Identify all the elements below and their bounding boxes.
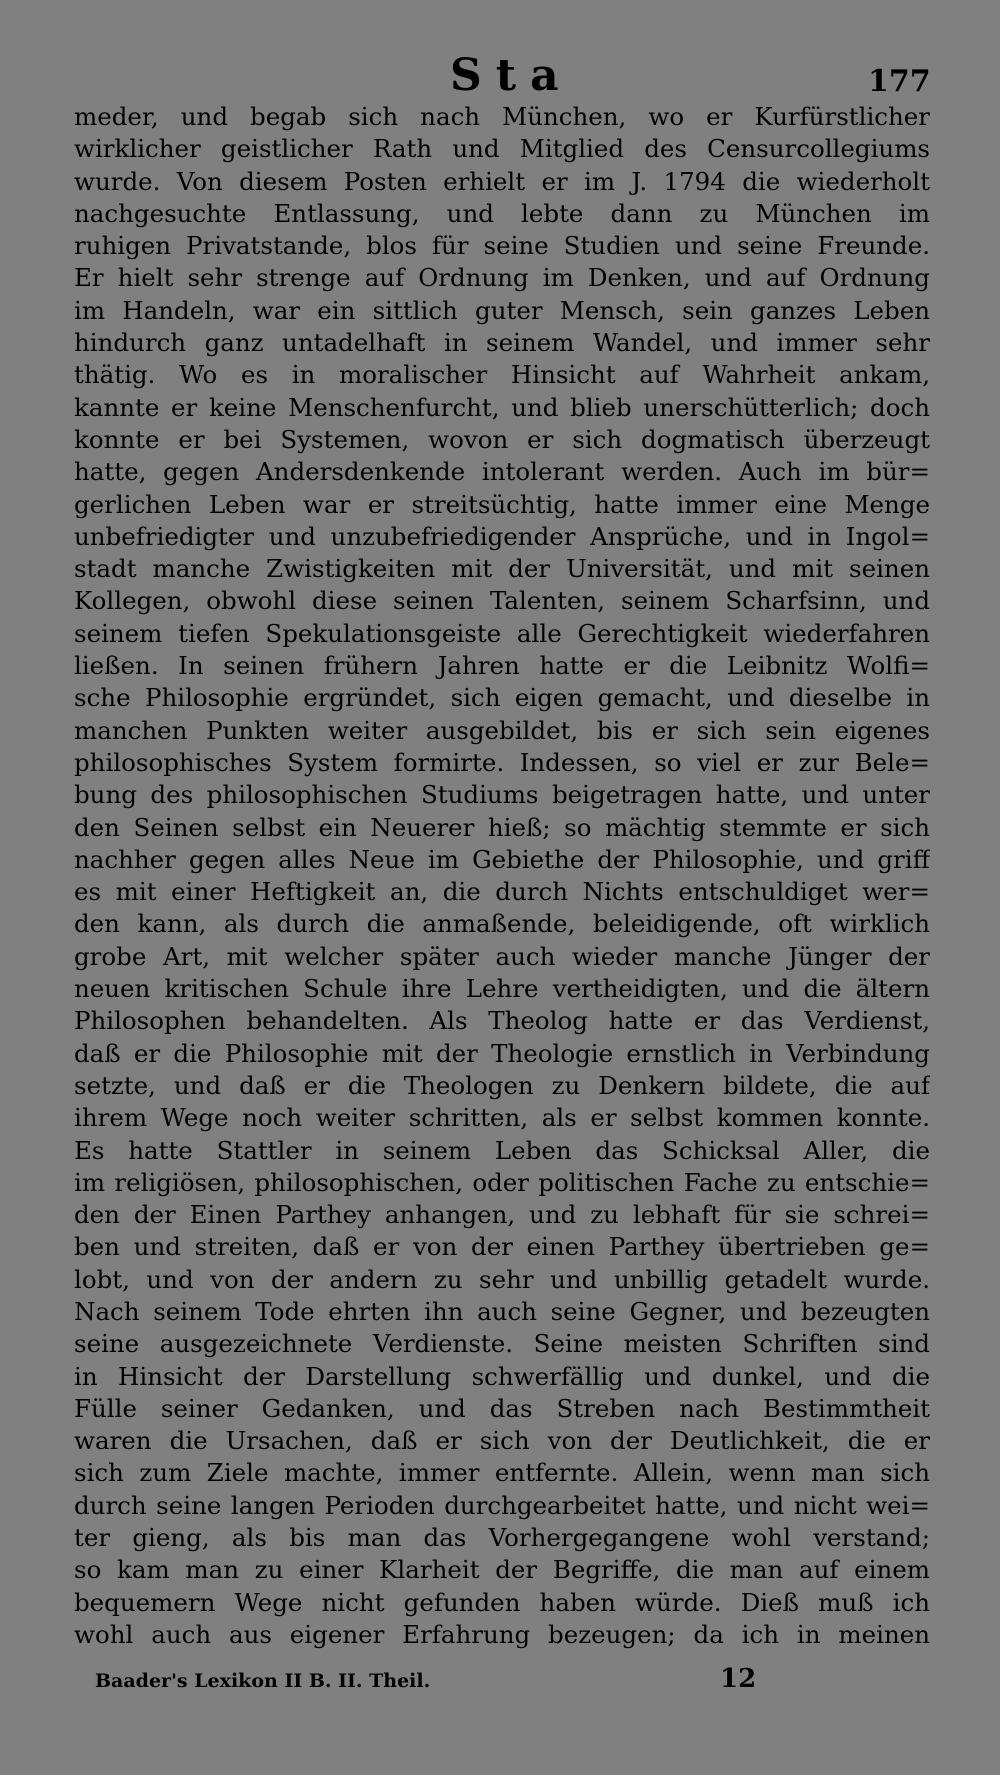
text-line: Kollegen, obwohl diese seinen Talenten, seinem Scharfsinn, und [74, 586, 930, 616]
text-line: hatte, gegen Andersdenkende intolerant werden. Auch im bür= [74, 457, 930, 487]
running-head: Sta [450, 50, 573, 101]
text-line: gerlichen Leben war er streitsüchtig, hatte immer eine Menge [74, 489, 930, 519]
text-line: ben und streiten, daß er von der einen Parthey übertrieben ge= [74, 1232, 930, 1262]
text-line: Es hatte Stattler in seinem Leben das Schicksal Aller, die [74, 1135, 930, 1165]
body-text [74, 101, 930, 1651]
text-line: wirklicher geistlicher Rath und Mitglied des Censurcollegiums [74, 134, 930, 164]
text-line: seinem tiefen Spekulationsgeiste alle Gerechtigkeit wiederfahren [74, 618, 930, 648]
text-line: ließen. In seinen frühern Jahren hatte er die Leibnitz Wolfi= [74, 651, 930, 681]
text-line: wohl auch aus eigener Erfahrung bezeugen; da ich in meinen [74, 1619, 930, 1649]
text-line: den kann, als durch die anmaßende, beleidigende, oft wirklich [74, 909, 930, 939]
text-line: ter gieng, als bis man das Vorhergegangene wohl verstand; [74, 1523, 930, 1553]
text-line: manchen Punkten weiter ausgebildet, bis er sich sein eigenes [74, 715, 930, 745]
text-line: Fülle seiner Gedanken, und das Streben nach Bestimmtheit [74, 1393, 930, 1423]
text-line: durch seine langen Perioden durchgearbeitet hatte, und nicht wei= [74, 1490, 930, 1520]
text-line: stadt manche Zwistigkeiten mit der Universität, und mit seinen [74, 554, 930, 584]
text-line: konnte er bei Systemen, wovon er sich dogmatisch überzeugt [74, 424, 930, 454]
text-line: Er hielt sehr strenge auf Ordnung im Denken, und auf Ordnung [74, 263, 930, 293]
text-line: bequemern Wege nicht gefunden haben würde. Dieß muß ich [74, 1587, 930, 1617]
text-line: thätig. Wo es in moralischer Hinsicht auf Wahrheit ankam, [74, 360, 930, 390]
text-line: so kam man zu einer Klarheit der Begriffe, die man auf einem [74, 1555, 930, 1585]
text-line: ihrem Wege noch weiter schritten, als er selbst kommen konnte. [74, 1103, 930, 1133]
footer-book-reference: Baader's Lexikon II B. II. Theil. [95, 1670, 431, 1692]
text-line: grobe Art, mit welcher später auch wieder manche Jünger der [74, 941, 930, 971]
text-line: in Hinsicht der Darstellung schwerfällig und dunkel, und die [74, 1361, 930, 1391]
text-line: im Handeln, war ein sittlich guter Mensch, sein ganzes Leben [74, 295, 930, 325]
text-line: meder, und begab sich nach München, wo er Kurfürstlicher [74, 102, 930, 131]
text-line: sche Philosophie ergründet, sich eigen gemacht, und dieselbe in [74, 683, 930, 713]
text-line: nachgesuchte Entlassung, und lebte dann zu München im [74, 198, 930, 228]
text-line: waren die Ursachen, daß er sich von der Deutlichkeit, die er [74, 1426, 930, 1456]
text-line: seine ausgezeichnete Verdienste. Seine meisten Schriften sind [74, 1329, 930, 1359]
text-line: nachher gegen alles Neue im Gebiethe der Philosophie, und griff [74, 844, 930, 874]
text-line: lobt, und von der andern zu sehr und unbillig getadelt wurde. [74, 1264, 930, 1294]
text-line: Philosophen behandelten. Als Theolog hatte er das Verdienst, [74, 1006, 930, 1036]
text-line: im religiösen, philosophischen, oder politischen Fache zu entschie= [74, 1167, 930, 1197]
text-line: sich zum Ziele machte, immer entfernte. Allein, wenn man sich [74, 1458, 930, 1488]
text-line: Nach seinem Tode ehrten ihn auch seine Gegner, und bezeugten [74, 1296, 930, 1326]
text-line: kannte er keine Menschenfurcht, und blieb unerschütterlich; doch [74, 392, 930, 422]
text-line: den der Einen Parthey anhangen, und zu lebhaft für sie schrei= [74, 1200, 930, 1230]
text-line: daß er die Philosophie mit der Theologie ernstlich in Verbindung [74, 1038, 930, 1068]
text-line: neuen kritischen Schule ihre Lehre vertheidigten, und die ältern [74, 974, 930, 1004]
text-line: hindurch ganz untadelhaft in seinem Wandel, und immer sehr [74, 328, 930, 358]
page-number: 177 [868, 64, 931, 99]
text-line: es mit einer Heftigkeit an, die durch Nichts entschuldiget wer= [74, 877, 930, 907]
text-line: bung des philosophischen Studiums beigetragen hatte, und unter [74, 780, 930, 810]
text-line: unbefriedigter und unzubefriedigender Ansprüche, und in Ingol= [74, 521, 930, 551]
text-line: ruhigen Privatstande, blos für seine Studien und seine Freunde. [74, 231, 930, 261]
printer-signature-mark: 12 [720, 1664, 757, 1694]
text-line: philosophisches System formirte. Indessen, so viel er zur Bele= [74, 747, 930, 777]
text-line: wurde. Von diesem Posten erhielt er im J. 1794 die wiederholt [74, 166, 930, 196]
text-line: den Seinen selbst ein Neuerer hieß; so mächtig stemmte er sich [74, 812, 930, 842]
text-line: setzte, und daß er die Theologen zu Denkern bildete, die auf [74, 1070, 930, 1100]
